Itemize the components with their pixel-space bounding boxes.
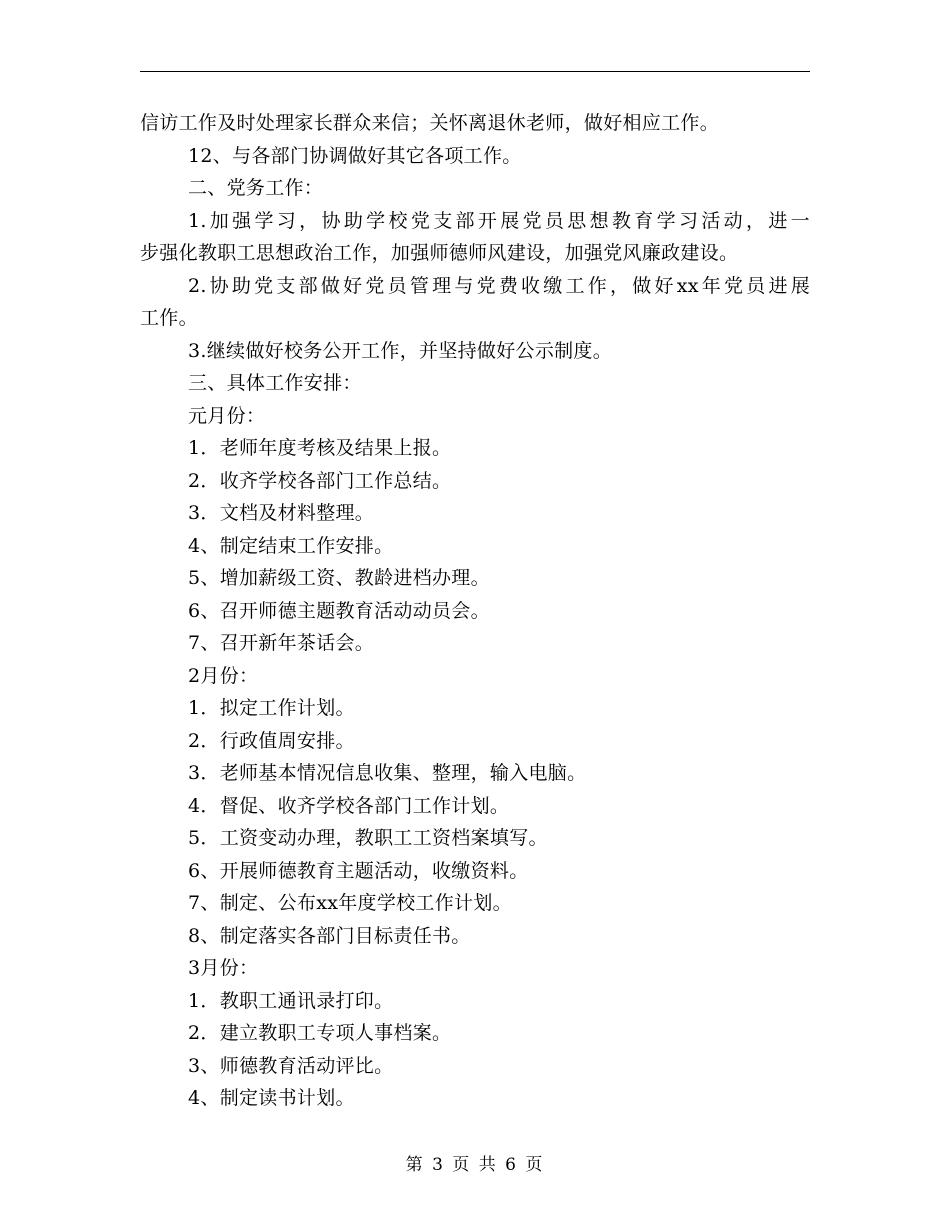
text-line: 4、制定读书计划。 [188, 1087, 355, 1109]
text-line: 1．拟定工作计划。 [188, 697, 355, 719]
text-line: 7、召开新年茶话会。 [188, 632, 375, 654]
text-line: 7、制定、公布xx年度学校工作计划。 [188, 892, 512, 914]
text-line: 4、制定结束工作安排。 [188, 534, 394, 557]
text-line: 元月份： [188, 404, 266, 427]
text-line: 6、召开师德主题教育活动动员会。 [188, 599, 490, 622]
text-line: 2．建立教职工专项人事档案。 [188, 1022, 452, 1044]
document-body [140, 107, 810, 1115]
text-line: 步强化教职工思想政治工作，加强师德师风建设，加强党风廉政建设。 [140, 242, 739, 264]
text-line: 1．老师年度考核及结果上报。 [188, 437, 452, 459]
text-line: 12、与各部门协调做好其它各项工作。 [188, 144, 522, 167]
text-line: 3.继续做好校务公开工作，并坚持做好公示制度。 [188, 339, 613, 362]
text-line: 2．行政值周安排。 [188, 729, 355, 752]
text-line: 8、制定落实各部门目标责任书。 [188, 924, 471, 947]
text-line: 5、增加薪级工资、教龄进档办理。 [188, 567, 490, 589]
text-line: 1．教职工通讯录打印。 [188, 989, 394, 1012]
text-line: 3．文档及材料整理。 [188, 502, 375, 524]
text-line: 1.加强学习，协助学校党支部开展党员思想教育学习活动，进一 [188, 209, 810, 232]
text-line: 工作。 [140, 307, 198, 329]
text-line: 2月份： [188, 664, 259, 687]
text-line: 3月份： [188, 957, 259, 979]
text-line: 3．老师基本情况信息收集、整理，输入电脑。 [188, 762, 587, 784]
text-line: 二、党务工作： [188, 177, 324, 199]
text-line: 4．督促、收齐学校各部门工作计划。 [188, 794, 510, 817]
text-line: 2．收齐学校各部门工作总结。 [188, 469, 452, 492]
text-line: 3、师德教育活动评比。 [188, 1054, 394, 1077]
text-line: 5．工资变动办理，教职工工资档案填写。 [188, 827, 548, 849]
text-line: 2.协助党支部做好党员管理与党费收缴工作，做好xx年党员进展 [188, 274, 810, 297]
text-line: 信访工作及时处理家长群众来信；关怀离退休老师，做好相应工作。 [140, 112, 720, 134]
page-footer: 第 3 页 共 6 页 [405, 1155, 545, 1175]
text-line: 6、开展师德教育主题活动，收缴资料。 [188, 859, 529, 882]
text-line: 三、具体工作安排： [188, 372, 362, 394]
header-rule [140, 71, 810, 72]
